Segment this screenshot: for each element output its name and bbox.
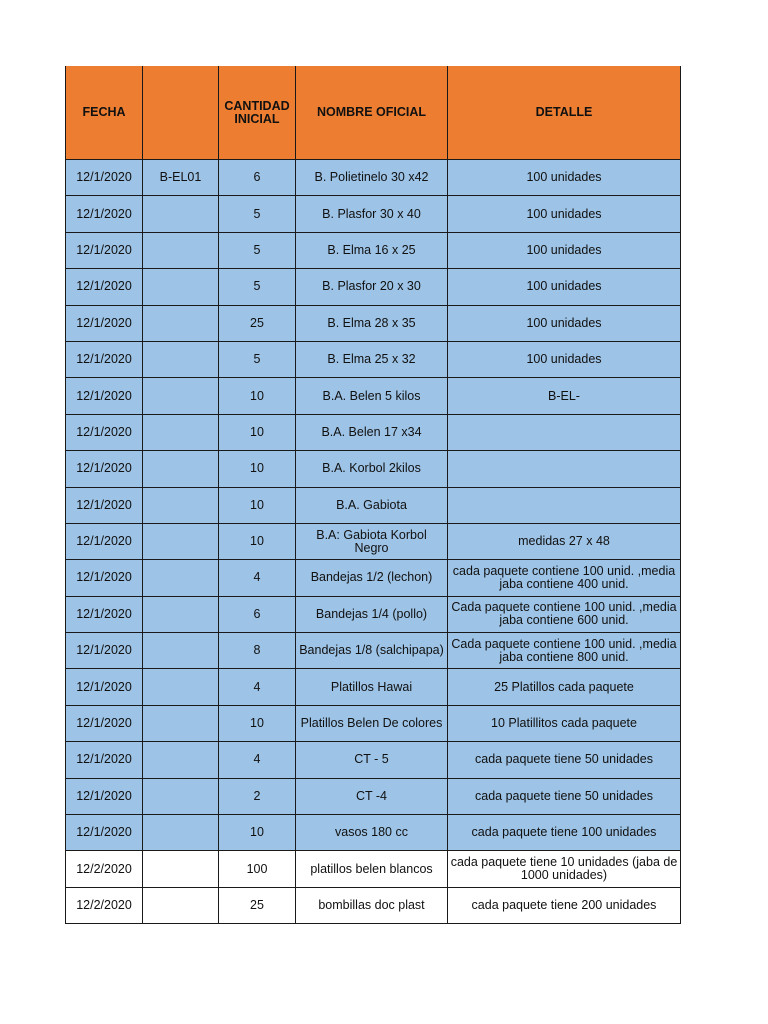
cell-fecha[interactable]: 12/1/2020 [66, 815, 143, 851]
cell-fecha[interactable]: 12/1/2020 [66, 596, 143, 632]
cell-codigo[interactable] [143, 596, 219, 632]
cell-codigo[interactable] [143, 305, 219, 341]
cell-detalle[interactable]: 100 unidades [448, 196, 681, 232]
cell-codigo[interactable] [143, 851, 219, 887]
table-row [66, 705, 681, 741]
cell-cantidad[interactable]: 5 [219, 269, 296, 305]
cell-detalle[interactable] [448, 451, 681, 487]
header-row [66, 66, 681, 160]
cell-cantidad[interactable]: 10 [219, 451, 296, 487]
table-row [66, 196, 681, 232]
table-row [66, 269, 681, 305]
table-row [66, 851, 681, 887]
cell-codigo[interactable] [143, 451, 219, 487]
cell-detalle[interactable]: cada paquete tiene 200 unidades [448, 887, 681, 923]
cell-fecha[interactable]: 12/1/2020 [66, 742, 143, 778]
table-row [66, 305, 681, 341]
cell-nombre[interactable]: B. Plasfor 20 x 30 [296, 269, 448, 305]
cell-nombre[interactable]: B.A. Belen 17 x34 [296, 414, 448, 450]
table-row [66, 669, 681, 705]
cell-fecha[interactable]: 12/1/2020 [66, 160, 143, 196]
cell-detalle[interactable]: 100 unidades [448, 269, 681, 305]
header-cantidad-inicial [219, 66, 296, 160]
cell-nombre[interactable]: Platillos Belen De colores [296, 705, 448, 741]
cell-fecha[interactable]: 12/1/2020 [66, 523, 143, 559]
cell-cantidad[interactable]: 4 [219, 669, 296, 705]
table-row [66, 378, 681, 414]
table-body [66, 160, 681, 924]
cell-fecha[interactable]: 12/1/2020 [66, 341, 143, 377]
cell-codigo[interactable] [143, 633, 219, 669]
cell-detalle[interactable]: 100 unidades [448, 305, 681, 341]
cell-nombre[interactable]: B.A. Korbol 2kilos [296, 451, 448, 487]
cell-fecha[interactable]: 12/1/2020 [66, 269, 143, 305]
table-row [66, 341, 681, 377]
cell-fecha[interactable]: 12/1/2020 [66, 633, 143, 669]
cell-nombre[interactable]: B.A. Gabiota [296, 487, 448, 523]
cell-codigo[interactable] [143, 887, 219, 923]
cell-detalle[interactable]: cada paquete tiene 50 unidades [448, 742, 681, 778]
cell-codigo[interactable] [143, 742, 219, 778]
cell-nombre[interactable]: B.A: Gabiota Korbol Negro [296, 523, 448, 559]
cell-nombre[interactable]: CT -4 [296, 778, 448, 814]
cell-detalle[interactable]: 25 Platillos cada paquete [448, 669, 681, 705]
cell-codigo[interactable]: B-EL01 [143, 160, 219, 196]
cell-detalle[interactable]: 100 unidades [448, 160, 681, 196]
header-nombre-oficial: NOMBRE OFICIAL [296, 66, 448, 160]
cell-nombre[interactable]: Bandejas 1/2 (lechon) [296, 560, 448, 596]
cell-cantidad[interactable]: 5 [219, 341, 296, 377]
table-row [66, 523, 681, 559]
cell-detalle[interactable]: 100 unidades [448, 232, 681, 268]
cell-codigo[interactable] [143, 669, 219, 705]
cell-fecha[interactable]: 12/2/2020 [66, 851, 143, 887]
cell-detalle[interactable]: cada paquete tiene 50 unidades [448, 778, 681, 814]
table-row [66, 596, 681, 632]
cell-nombre[interactable]: B. Elma 16 x 25 [296, 232, 448, 268]
cell-cantidad[interactable]: 2 [219, 778, 296, 814]
cell-detalle[interactable]: medidas 27 x 48 [448, 523, 681, 559]
header-codigo [143, 66, 219, 160]
cell-nombre[interactable]: B. Elma 28 x 35 [296, 305, 448, 341]
cell-nombre[interactable]: CT - 5 [296, 742, 448, 778]
cell-detalle[interactable]: 100 unidades [448, 341, 681, 377]
cell-fecha[interactable]: 12/1/2020 [66, 232, 143, 268]
cell-detalle[interactable] [448, 487, 681, 523]
cell-cantidad[interactable]: 6 [219, 160, 296, 196]
cell-cantidad[interactable]: 10 [219, 705, 296, 741]
cell-cantidad[interactable]: 100 [219, 851, 296, 887]
table-row [66, 451, 681, 487]
cell-fecha[interactable]: 12/2/2020 [66, 887, 143, 923]
cell-codigo[interactable] [143, 341, 219, 377]
cell-detalle[interactable]: 10 Platillitos cada paquete [448, 705, 681, 741]
table-row [66, 887, 681, 923]
cell-detalle[interactable] [448, 414, 681, 450]
header-detalle: DETALLE [448, 66, 681, 160]
spreadsheet [65, 66, 681, 924]
cell-cantidad[interactable]: 5 [219, 232, 296, 268]
cell-cantidad[interactable]: 25 [219, 887, 296, 923]
cell-nombre[interactable]: B. Elma 25 x 32 [296, 341, 448, 377]
cell-fecha[interactable]: 12/1/2020 [66, 778, 143, 814]
cell-cantidad[interactable]: 10 [219, 414, 296, 450]
cell-fecha[interactable]: 12/1/2020 [66, 487, 143, 523]
cell-fecha[interactable]: 12/1/2020 [66, 669, 143, 705]
cell-codigo[interactable] [143, 815, 219, 851]
cell-codigo[interactable] [143, 487, 219, 523]
cell-codigo[interactable] [143, 196, 219, 232]
cell-nombre[interactable]: platillos belen blancos [296, 851, 448, 887]
cell-nombre[interactable]: Bandejas 1/4 (pollo) [296, 596, 448, 632]
cell-codigo[interactable] [143, 778, 219, 814]
cell-codigo[interactable] [143, 705, 219, 741]
cell-detalle[interactable]: cada paquete tiene 100 unidades [448, 815, 681, 851]
cell-cantidad[interactable]: 10 [219, 815, 296, 851]
cell-codigo[interactable] [143, 414, 219, 450]
cell-cantidad[interactable]: 8 [219, 633, 296, 669]
table-row [66, 633, 681, 669]
table-row [66, 560, 681, 596]
cell-nombre[interactable]: vasos 180 cc [296, 815, 448, 851]
cell-cantidad[interactable]: 25 [219, 305, 296, 341]
cell-detalle[interactable]: cada paquete tiene 10 unidades (jaba de 1000 unidades) [448, 851, 681, 887]
cell-codigo[interactable] [143, 232, 219, 268]
cell-fecha[interactable]: 12/1/2020 [66, 378, 143, 414]
cell-fecha[interactable]: 12/1/2020 [66, 451, 143, 487]
cell-codigo[interactable] [143, 523, 219, 559]
header-cantidad-text: CANTIDAD INICIAL [224, 98, 290, 126]
cell-fecha[interactable]: 12/1/2020 [66, 305, 143, 341]
table-row [66, 742, 681, 778]
cell-nombre[interactable]: B. Polietinelo 30 x42 [296, 160, 448, 196]
cell-cantidad[interactable]: 5 [219, 196, 296, 232]
cell-detalle[interactable]: Cada paquete contiene 100 unid. ,media jaba contiene 800 unid. [448, 633, 681, 669]
header-fecha: FECHA [66, 66, 143, 160]
cell-fecha[interactable]: 12/1/2020 [66, 196, 143, 232]
cell-fecha[interactable]: 12/1/2020 [66, 560, 143, 596]
table-row [66, 160, 681, 196]
cell-cantidad[interactable]: 10 [219, 487, 296, 523]
table-row [66, 487, 681, 523]
cell-nombre[interactable]: bombillas doc plast [296, 887, 448, 923]
cell-cantidad[interactable]: 4 [219, 742, 296, 778]
table-row [66, 815, 681, 851]
cell-codigo[interactable] [143, 378, 219, 414]
cell-nombre[interactable]: B.A. Belen 5 kilos [296, 378, 448, 414]
cell-nombre[interactable]: Platillos Hawai [296, 669, 448, 705]
cell-fecha[interactable]: 12/1/2020 [66, 414, 143, 450]
cell-nombre[interactable]: B. Plasfor 30 x 40 [296, 196, 448, 232]
cell-nombre[interactable]: Bandejas 1/8 (salchipapa) [296, 633, 448, 669]
cell-detalle[interactable]: B-EL- [448, 378, 681, 414]
table-row [66, 232, 681, 268]
cell-detalle[interactable]: cada paquete contiene 100 unid. ,media jaba contiene 400 unid. [448, 560, 681, 596]
cell-cantidad[interactable]: 4 [219, 560, 296, 596]
table-row [66, 778, 681, 814]
cell-cantidad[interactable]: 6 [219, 596, 296, 632]
cell-codigo[interactable] [143, 560, 219, 596]
cell-fecha[interactable]: 12/1/2020 [66, 705, 143, 741]
cell-cantidad[interactable]: 10 [219, 523, 296, 559]
inventory-table [65, 66, 681, 924]
cell-codigo[interactable] [143, 269, 219, 305]
table-row [66, 414, 681, 450]
cell-detalle[interactable]: Cada paquete contiene 100 unid. ,media jaba contiene 600 unid. [448, 596, 681, 632]
cell-cantidad[interactable]: 10 [219, 378, 296, 414]
